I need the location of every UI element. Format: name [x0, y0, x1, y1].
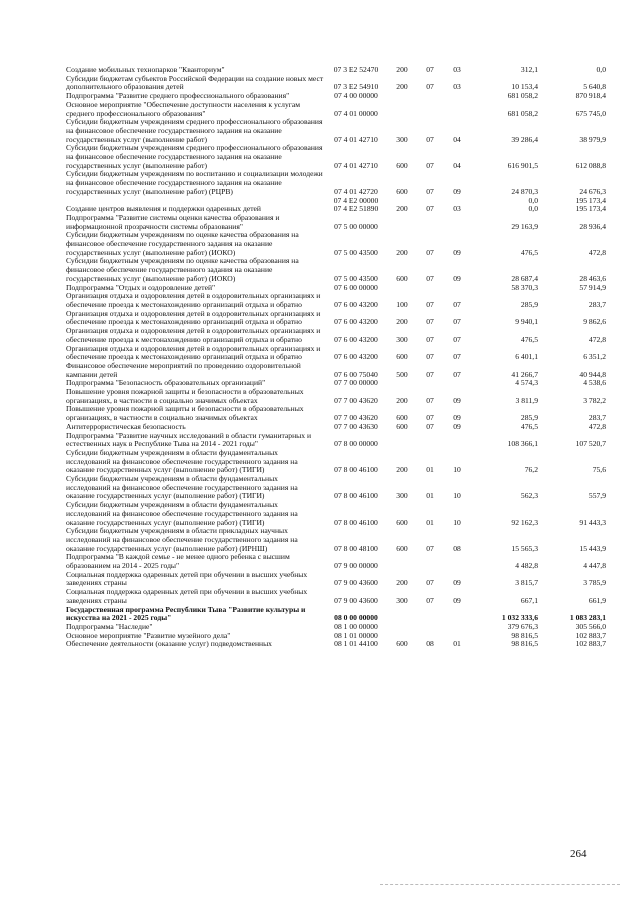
row-subsection: 09 — [453, 413, 461, 423]
row-subsection — [444, 214, 470, 231]
row-amount-first: 29 163,9 — [511, 221, 538, 231]
row-amount-first: 10 153,4 — [511, 82, 538, 92]
row-expense-type — [388, 101, 416, 118]
row-section: 01 — [426, 465, 434, 475]
table-row — [66, 231, 606, 257]
row-section: 07 — [426, 186, 434, 196]
row-name: Субсидии бюджетным учреждениям в области фундаментальных исследований на финансовое обеспечение государственного задания на оказание государственных услуг (выполнение работ) (ТИГИ) — [66, 474, 298, 501]
row-target-code: 07 7 00 43630 — [334, 421, 378, 431]
row-expense-type: 200 — [396, 465, 408, 475]
row-expense-type: 200 — [396, 247, 408, 257]
row-section: 07 — [426, 134, 434, 144]
row-target-code: 07 4 01 42720 — [334, 186, 378, 196]
row-amount-second: 102 883,7 — [575, 639, 606, 649]
row-amount-second: 4 538,6 — [583, 378, 606, 388]
row-subsection — [444, 606, 470, 623]
row-expense-type: 300 — [396, 491, 408, 501]
row-subsection: 10 — [453, 517, 461, 527]
row-amount-second: 91 443,3 — [579, 517, 606, 527]
row-subsection: 04 — [453, 160, 461, 170]
row-section — [416, 432, 444, 449]
row-subsection: 09 — [453, 247, 461, 257]
table-row — [66, 257, 606, 283]
table-row — [66, 75, 606, 92]
row-target-code: 07 9 00 43600 — [334, 578, 378, 588]
row-name: Социальная поддержка одаренных детей при обучении в высших учебных заведениях страны — [66, 569, 308, 588]
row-name: Субсидии бюджетным учреждениям среднего профессионального образования на финансовое обеспечение государственного задания на оказание государственных услуг (выполнение работ) — [66, 117, 323, 144]
row-expense-type — [388, 606, 416, 623]
row-amount-first: 92 162,3 — [511, 517, 538, 527]
row-expense-type: 600 — [396, 543, 408, 553]
row-name: Подпрограмма "Отдых и оздоровление детей" — [66, 282, 216, 292]
row-name: Субсидии бюджетным учреждениям среднего профессионального образования на финансовое обеспечение государственного задания на оказание государственных услуг (выполнение работ) — [66, 143, 323, 170]
row-target-code: 07 6 00 43200 — [334, 317, 378, 327]
row-subsection: 07 — [453, 299, 461, 309]
row-section: 07 — [426, 543, 434, 553]
row-name: Субсидии бюджетам субъектов Российской Федерации на создание новых мест дополнительного образования детей — [66, 73, 324, 92]
row-target-code: 08 1 01 00000 — [334, 630, 378, 640]
table-row — [66, 475, 606, 501]
budget-table — [66, 66, 606, 649]
table-row — [66, 571, 606, 588]
row-subsection — [444, 379, 470, 388]
row-expense-type: 600 — [396, 273, 408, 283]
row-subsection: 09 — [453, 395, 461, 405]
row-expense-type — [388, 553, 416, 570]
row-amount-first: 312,1 — [520, 65, 538, 74]
row-subsection — [444, 101, 470, 118]
row-amount-first: 24 870,3 — [511, 186, 538, 196]
row-section: 07 — [426, 352, 434, 362]
row-amount-second: 102 883,7 — [575, 630, 606, 640]
row-subsection: 09 — [453, 421, 461, 431]
row-target-code: 07 5 00 00000 — [334, 221, 378, 231]
row-name: Основное мероприятие "Обеспечение доступности населения к услугам среднего профессионального образования" — [66, 99, 301, 118]
row-target-code: 07 6 00 43200 — [334, 352, 378, 362]
row-name: Подпрограмма "Развитие научных исследований в области гуманитарных и естественных наук в Республике Тыва на 2014 - 2021 годы" — [66, 430, 312, 449]
row-name: Организация отдыха и оздоровления детей в оздоровительных организациях и обеспечение проезда к местонахождению организаций отдыха и обратно — [66, 308, 321, 327]
row-amount-second: 0,0 — [596, 65, 606, 74]
row-subsection: 03 — [453, 65, 461, 74]
page-number: 264 — [570, 848, 587, 860]
row-target-code: 07 4 00 00000 — [334, 91, 378, 101]
row-target-code: 07 8 00 46100 — [334, 517, 378, 527]
row-expense-type — [388, 92, 416, 101]
row-target-code: 07 7 00 43620 — [334, 395, 378, 405]
row-amount-second: 661,9 — [588, 595, 606, 605]
row-amount-first: 76,2 — [524, 465, 538, 475]
row-amount-second: 28 463,6 — [579, 273, 606, 283]
table-row — [66, 388, 606, 405]
row-target-code: 07 9 00 43600 — [334, 595, 378, 605]
row-name: Подпрограмма "Развитие системы оценки качества образования и информационной прозрачности системы образования" — [66, 212, 280, 231]
row-name: Государственная программа Республики Тыва "Развитие культуры и искусства на 2021 - 2025 годы" — [66, 604, 306, 623]
row-amount-second: 1 083 283,1 — [569, 613, 606, 623]
row-amount-second: 15 443,9 — [579, 543, 606, 553]
row-section: 07 — [426, 317, 434, 327]
row-target-code: 07 3 E2 54910 — [333, 82, 379, 92]
row-section: 01 — [426, 517, 434, 527]
row-subsection — [444, 432, 470, 449]
row-amount-first: 0,0 — [528, 195, 538, 205]
table-row — [66, 101, 606, 118]
row-target-code: 07 4 01 42710 — [334, 160, 378, 170]
row-expense-type: 300 — [396, 334, 408, 344]
row-section: 01 — [426, 491, 434, 501]
row-name: Субсидии бюджетным учреждениям по оценке качества образования на финансовое обеспечение государственного задания на оказание государственных услуг (выполнение работ) (ИОКО) — [66, 256, 299, 283]
table-row — [66, 606, 606, 623]
row-subsection: 10 — [453, 465, 461, 475]
row-amount-first: 58 370,3 — [511, 282, 538, 292]
row-amount-first: 9 940,1 — [515, 317, 538, 327]
table-row — [66, 310, 606, 327]
table-row — [66, 588, 606, 605]
row-section: 07 — [426, 273, 434, 283]
row-amount-second: 5 640,8 — [583, 82, 606, 92]
row-expense-type: 200 — [396, 65, 408, 74]
table-row — [66, 170, 606, 196]
row-amount-second: 24 676,3 — [579, 186, 606, 196]
row-amount-second: 195 173,4 — [575, 195, 606, 205]
row-expense-type: 600 — [396, 639, 408, 649]
table-row — [66, 292, 606, 309]
row-name: Организация отдыха и оздоровления детей в оздоровительных организациях и обеспечение проезда к местонахождению организаций отдыха и обратно — [66, 291, 321, 309]
row-amount-second: 195 173,4 — [575, 204, 606, 214]
row-subsection: 04 — [453, 134, 461, 144]
row-target-code: 07 3 E2 52470 — [333, 65, 379, 74]
table-row — [66, 553, 606, 570]
table-row — [66, 405, 606, 422]
row-section — [416, 214, 444, 231]
row-name: Субсидии бюджетным учреждениям в области фундаментальных исследований на финансовое обеспечение государственного задания на оказание государственных услуг (выполнение работ) (ТИГИ) — [66, 500, 298, 527]
row-amount-first: 285,9 — [520, 413, 538, 423]
row-section: 07 — [426, 204, 434, 214]
row-target-code: 07 8 00 46100 — [334, 465, 378, 475]
row-section — [416, 284, 444, 293]
row-name: Подпрограмма "Развитие среднего профессионального образования" — [66, 91, 290, 101]
row-section — [416, 101, 444, 118]
row-subsection: 07 — [453, 369, 461, 379]
row-section: 07 — [426, 334, 434, 344]
row-amount-second: 9 862,6 — [583, 317, 606, 327]
row-name: Субсидии бюджетным учреждениям в области прикладных научных исследований на финансовое обеспечение государственного задания на оказание государственных услуг (выполнение работ) (ИРНШ) — [66, 526, 298, 553]
row-section: 07 — [426, 578, 434, 588]
row-name: Создание центров выявления и поддержки одаренных детей — [66, 204, 261, 214]
row-subsection: 01 — [453, 639, 461, 649]
row-expense-type — [388, 284, 416, 293]
row-section: 07 — [426, 595, 434, 605]
table-row — [66, 345, 606, 362]
row-subsection: 09 — [453, 595, 461, 605]
row-target-code: 07 8 00 48100 — [334, 543, 378, 553]
row-target-code: 07 4 01 00000 — [334, 108, 378, 118]
row-amount-first: 3 815,7 — [515, 578, 538, 588]
row-target-code: 07 6 00 43200 — [334, 334, 378, 344]
row-amount-first: 379 676,3 — [507, 622, 538, 631]
row-amount-first: 98 816,5 — [511, 639, 538, 649]
row-target-code: 07 4 01 42710 — [334, 134, 378, 144]
row-name: Основное мероприятие "Развитие музейного дела" — [66, 630, 231, 640]
row-amount-second: 472,8 — [588, 247, 606, 257]
row-section: 07 — [426, 160, 434, 170]
table-row — [66, 362, 606, 379]
row-amount-first: 41 266,7 — [511, 369, 538, 379]
row-amount-first: 39 286,4 — [511, 134, 538, 144]
row-target-code: 07 7 00 00000 — [334, 378, 378, 388]
row-subsection: 03 — [453, 204, 461, 214]
row-subsection: 07 — [453, 317, 461, 327]
row-name: Подпрограмма "Наследие" — [66, 622, 153, 631]
row-target-code: 07 6 00 00000 — [334, 282, 378, 292]
row-section: 07 — [426, 247, 434, 257]
row-subsection: 10 — [453, 491, 461, 501]
row-section: 07 — [426, 395, 434, 405]
row-expense-type: 600 — [396, 160, 408, 170]
row-amount-second: 57 914,9 — [579, 282, 606, 292]
row-amount-first: 6 401,1 — [515, 352, 538, 362]
row-subsection: 09 — [453, 273, 461, 283]
row-amount-first: 3 811,9 — [515, 395, 538, 405]
row-section — [416, 623, 444, 632]
row-name: Субсидии бюджетным учреждениям по воспитанию и социализации молодежи на финансовое обеспечение государственного задания на оказание государственных услуг (выполнение работ) (РЦРВ) — [66, 169, 323, 196]
row-expense-type — [388, 432, 416, 449]
row-expense-type: 600 — [396, 352, 408, 362]
row-amount-second: 40 944,8 — [579, 369, 606, 379]
row-subsection: 07 — [453, 352, 461, 362]
row-target-code: 07 4 E2 00000 — [333, 195, 379, 205]
table-row — [66, 501, 606, 527]
row-amount-second: 4 447,8 — [583, 561, 606, 571]
table-row — [66, 527, 606, 553]
table-row — [66, 432, 606, 449]
row-subsection — [444, 553, 470, 570]
budget-table-body — [66, 66, 606, 649]
row-expense-type: 200 — [396, 395, 408, 405]
row-section — [416, 553, 444, 570]
row-name: Повышение уровня пожарной защиты и безопасности в образовательных организациях, в частности в социально значимых объектах — [66, 387, 304, 405]
row-amount-first: 667,1 — [520, 595, 538, 605]
row-expense-type: 600 — [396, 186, 408, 196]
row-target-code: 07 5 00 43500 — [334, 247, 378, 257]
row-section: 07 — [426, 421, 434, 431]
row-target-code: 07 8 00 00000 — [334, 439, 378, 449]
row-section — [416, 92, 444, 101]
table-row — [66, 327, 606, 344]
row-target-code: 07 9 00 00000 — [334, 561, 378, 571]
row-amount-first: 562,3 — [520, 491, 538, 501]
row-expense-type: 600 — [396, 421, 408, 431]
row-name: Субсидии бюджетным учреждениям по оценке качества образования на финансовое обеспечение государственного задания на оказание государственных услуг (выполнение работ) (ИОКО) — [66, 230, 299, 257]
row-amount-first: 108 366,1 — [507, 439, 538, 449]
row-target-code: 07 4 E2 51890 — [333, 204, 379, 214]
row-target-code: 07 5 00 43500 — [334, 273, 378, 283]
row-amount-second: 612 088,8 — [575, 160, 606, 170]
row-expense-type: 200 — [396, 578, 408, 588]
row-subsection: 09 — [453, 186, 461, 196]
row-section: 07 — [426, 299, 434, 309]
row-subsection: 09 — [453, 578, 461, 588]
row-name: Обеспечение деятельности (оказание услуг) подведомственных — [66, 639, 272, 649]
row-expense-type: 100 — [396, 299, 408, 309]
row-target-code: 07 6 00 75040 — [334, 369, 378, 379]
table-row — [66, 144, 606, 170]
row-amount-first: 616 901,5 — [507, 160, 538, 170]
row-amount-first: 15 565,3 — [511, 543, 538, 553]
row-amount-first: 0,0 — [528, 204, 538, 214]
row-subsection: 03 — [453, 82, 461, 92]
row-subsection — [444, 92, 470, 101]
row-name: Создание мобильных технопарков "Кванториум" — [66, 65, 225, 74]
row-expense-type: 200 — [396, 82, 408, 92]
row-section: 08 — [426, 639, 434, 649]
row-name: Антитеррористическая безопасность — [66, 421, 186, 431]
row-expense-type: 300 — [396, 595, 408, 605]
row-section: 07 — [426, 65, 434, 74]
row-amount-second: 3 782,2 — [583, 395, 606, 405]
row-amount-second: 472,8 — [588, 334, 606, 344]
row-section — [416, 379, 444, 388]
row-section: 07 — [426, 413, 434, 423]
row-amount-first: 4 482,8 — [515, 561, 538, 571]
row-amount-second: 675 745,0 — [575, 108, 606, 118]
row-amount-second: 870 918,4 — [575, 91, 606, 101]
row-name: Организация отдыха и оздоровления детей в оздоровительных организациях и обеспечение проезда к местонахождению организаций отдыха и обратно — [66, 326, 321, 344]
row-name: Субсидии бюджетным учреждениям в области фундаментальных исследований на финансовое обеспечение государственного задания на оказание государственных услуг (выполнение работ) (ТИГИ) — [66, 447, 298, 475]
row-section: 07 — [426, 82, 434, 92]
row-expense-type: 300 — [396, 134, 408, 144]
row-subsection — [444, 284, 470, 293]
row-subsection: 08 — [453, 543, 461, 553]
row-amount-first: 98 816,5 — [511, 630, 538, 640]
table-row — [66, 118, 606, 144]
row-name: Организация отдыха и оздоровления детей в оздоровительных организациях и обеспечение проезда к местонахождению организаций отдыха и обратно — [66, 343, 321, 362]
row-amount-second: 557,9 — [588, 491, 606, 501]
row-name: Подпрограмма "Безопасность образовательных организаций" — [66, 378, 266, 388]
row-amount-first: 285,9 — [520, 299, 538, 309]
row-amount-first: 1 032 333,6 — [501, 613, 538, 623]
row-section: 07 — [426, 369, 434, 379]
row-expense-type: 500 — [396, 369, 408, 379]
row-expense-type — [388, 623, 416, 632]
row-amount-first: 476,5 — [520, 247, 538, 257]
row-expense-type: 600 — [396, 413, 408, 423]
row-expense-type: 200 — [396, 204, 408, 214]
row-name: Подпрограмма "В каждой семье - не менее одного ребенка с высшим образованием на 2014 - 2025 годы" — [66, 552, 290, 571]
row-amount-second: 283,7 — [588, 299, 606, 309]
row-expense-type: 200 — [396, 317, 408, 327]
row-amount-first: 681 058,2 — [507, 108, 538, 118]
row-amount-first: 476,5 — [520, 334, 538, 344]
footer-divider — [380, 884, 620, 885]
row-expense-type: 600 — [396, 517, 408, 527]
row-amount-second: 75,6 — [592, 465, 606, 475]
row-amount-second: 472,8 — [588, 421, 606, 431]
row-amount-second: 38 979,9 — [579, 134, 606, 144]
row-target-code: 07 8 00 46100 — [334, 491, 378, 501]
row-amount-second: 305 566,0 — [575, 622, 606, 631]
row-section — [416, 606, 444, 623]
row-expense-type — [388, 379, 416, 388]
row-amount-first: 476,5 — [520, 421, 538, 431]
table-row — [66, 449, 606, 475]
row-amount-first: 681 058,2 — [507, 91, 538, 101]
table-row — [66, 640, 606, 649]
row-subsection: 07 — [453, 334, 461, 344]
row-amount-second: 107 520,7 — [575, 439, 606, 449]
row-amount-second: 6 351,2 — [583, 352, 606, 362]
row-expense-type — [388, 214, 416, 231]
row-amount-second: 283,7 — [588, 413, 606, 423]
row-amount-second: 28 936,4 — [579, 221, 606, 231]
row-name: Финансовое обеспечение мероприятий по проведению оздоровительной кампании детей — [66, 360, 301, 379]
row-name: Социальная поддержка одаренных детей при обучении в высших учебных заведениях страны — [66, 587, 308, 605]
row-amount-second: 3 785,9 — [583, 578, 606, 588]
row-target-code: 08 1 01 44100 — [334, 639, 378, 649]
row-target-code: 08 0 00 00000 — [334, 613, 378, 623]
row-amount-first: 4 574,3 — [515, 378, 538, 388]
row-target-code: 07 7 00 43620 — [334, 413, 378, 423]
row-target-code: 07 6 00 43200 — [334, 299, 378, 309]
table-row — [66, 214, 606, 231]
row-name: Повышение уровня пожарной защиты и безопасности в образовательных организациях, в частности в социально значимых объектах — [66, 404, 304, 423]
row-amount-first: 28 687,4 — [511, 273, 538, 283]
row-subsection — [444, 623, 470, 632]
row-target-code: 08 1 00 00000 — [334, 622, 378, 631]
